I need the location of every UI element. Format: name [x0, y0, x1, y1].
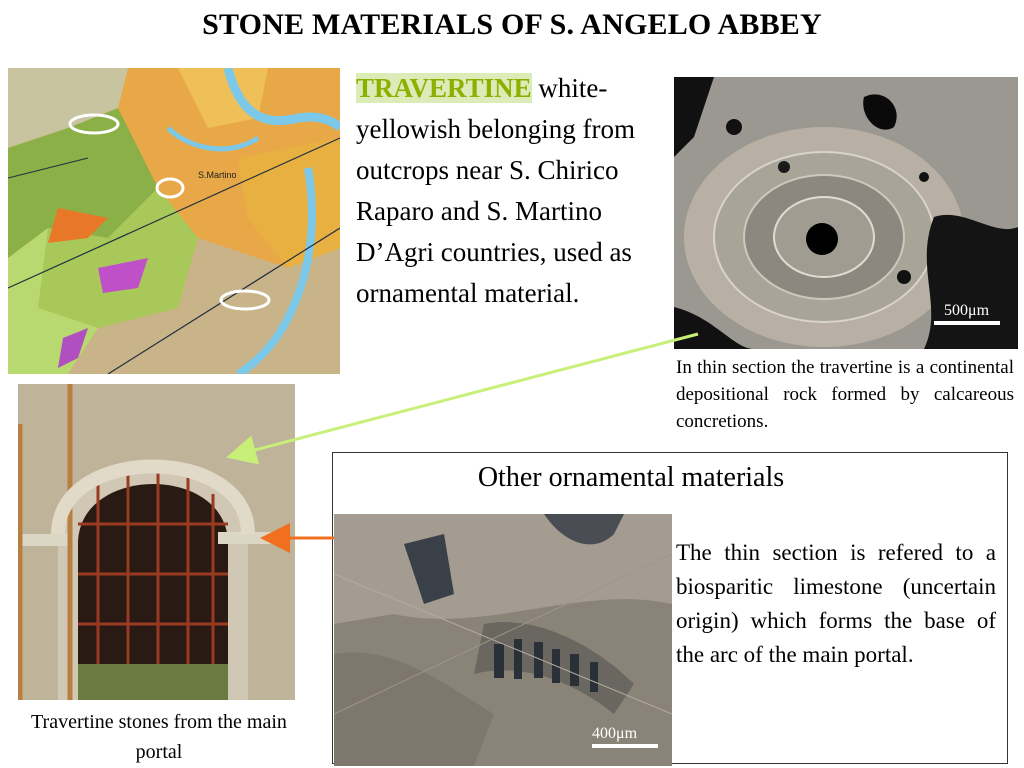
thin-section-caption: In thin section the travertine is a continental depositional rock formed by calcareous concretions. — [676, 357, 1014, 432]
scale-bar-label: 500μm — [944, 302, 990, 319]
limestone-description: The thin section is refered to a biosparitic limestone (uncertain origin) which forms the base of the arc of the main portal. — [676, 540, 996, 667]
scale-bar-label: 400μm — [592, 725, 638, 742]
page-title: STONE MATERIALS OF S. ANGELO ABBEY — [202, 8, 822, 41]
map-label: S.Martino — [198, 170, 237, 180]
portal-caption: Travertine stones from the main portal — [31, 711, 287, 763]
other-materials-title: Other ornamental materials — [477, 462, 785, 493]
travertine-highlight: TRAVERTINE — [356, 73, 532, 103]
green-arrow — [232, 334, 698, 456]
travertine-text: white-yellowish belonging from outcrops near S. Chirico Raparo and S. Martino D’Agri countries, used as ornamental material. — [356, 73, 635, 308]
